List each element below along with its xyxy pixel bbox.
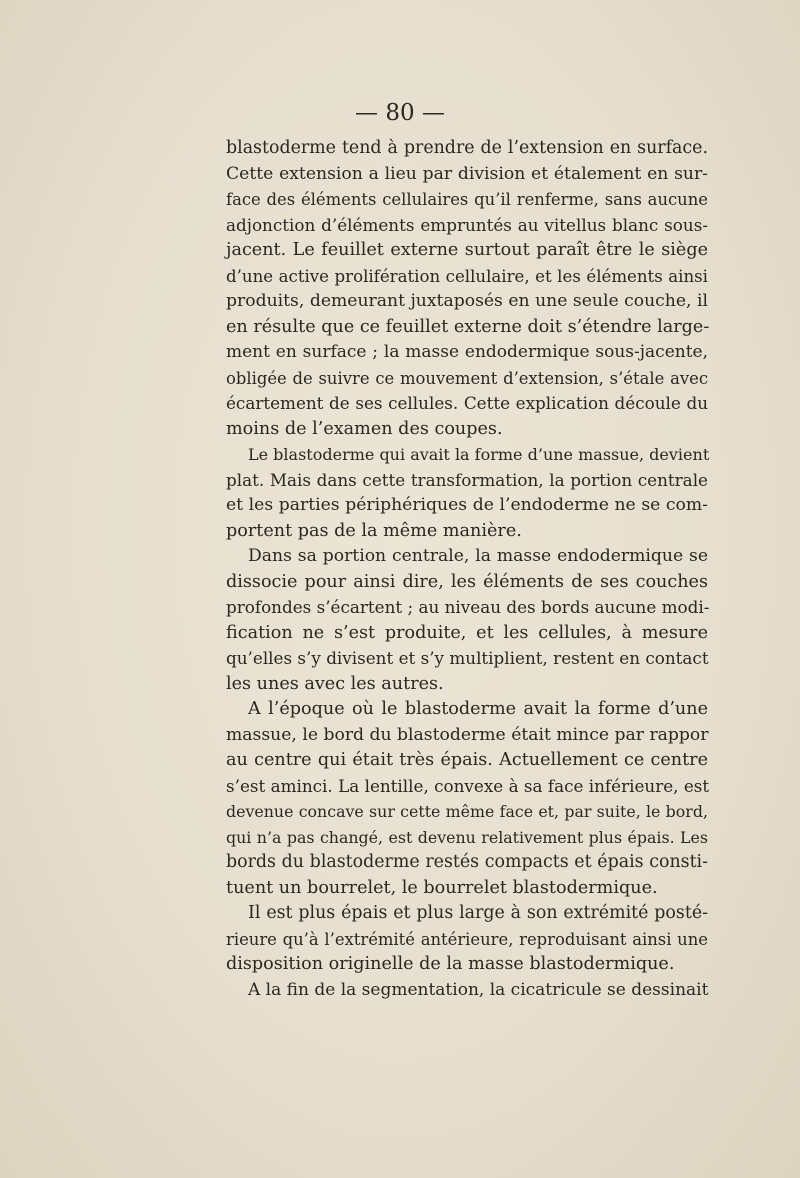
text-line: portent pas de la même manière.	[226, 520, 522, 541]
text-line: adjonction d’éléments empruntés au vitellus blanc sous-	[226, 214, 708, 235]
text-line: s’est aminci. La lentille, convexe à sa face inférieure, est	[226, 775, 710, 796]
text-line: bords du blastoderme restés compacts et épais consti-	[226, 852, 708, 872]
text-line: profondes s’écartent ; au niveau des bords aucune modi-	[226, 597, 710, 617]
text-line: rieure qu’à l’extrémité antérieure, reproduisant ainsi une	[226, 929, 708, 949]
text-line: d’une active prolifération cellulaire, et les éléments ainsi	[226, 266, 708, 286]
text-line: tuent un bourrelet, le bourrelet blastodermique.	[226, 877, 658, 898]
text-line: écartement de ses cellules. Cette explication découle du	[226, 393, 708, 413]
text-line: blastoderme tend à prendre de l’extension en surface.	[226, 138, 708, 158]
text-line: Il est plus épais et plus large à son extrémité posté-	[248, 903, 708, 923]
text-line: moins de l’examen des coupes.	[226, 418, 503, 439]
text-line: et les parties périphériques de l’endoderme ne se com-	[226, 495, 708, 515]
text-line: massue, le bord du blastoderme était mince par rappor	[226, 724, 709, 745]
text-line: A la fin de la segmentation, la cicatricule se dessinait	[248, 979, 709, 1000]
text-line: ment en surface ; la masse endodermique sous-jacente,	[226, 342, 708, 362]
text-line: en résulte que ce feuillet externe doit s’étendre large-	[226, 316, 710, 337]
text-line: A l’époque où le blastoderme avait la forme d’une	[248, 699, 708, 719]
text-line: Le blastoderme qui avait la forme d’une massue, devient	[248, 445, 710, 464]
text-line: au centre qui était très épais. Actuellement ce centre	[226, 750, 708, 770]
text-line: les unes avec les autres.	[226, 673, 444, 694]
text-line: produits, demeurant juxtaposés en une seule couche, il	[226, 291, 708, 311]
text-line: qui n’a pas changé, est devenu relativement plus épais. Les	[226, 827, 708, 847]
text-line: obligée de suivre ce mouvement d’extension, s’étale avec	[226, 368, 708, 388]
text-line: qu’elles s’y divisent et s’y multiplient, restent en contact	[226, 648, 709, 668]
text-line: plat. Mais dans cette transformation, la portion centrale	[226, 469, 708, 490]
text-line: face des éléments cellulaires qu’il renferme, sans aucune	[226, 190, 708, 209]
body-text	[226, 136, 708, 1003]
text-line: dissocie pour ainsi dire, les éléments de ses couches	[226, 571, 708, 592]
text-line: jacent. Le feuillet externe surtout paraît être le siège	[226, 240, 708, 260]
text-line: Cette extension a lieu par division et étalement en sur-	[226, 163, 708, 184]
text-line: fication ne s’est produite, et les cellules, à mesure	[226, 622, 708, 643]
text-line: Dans sa portion centrale, la masse endodermique se	[248, 546, 708, 566]
page-number: — 80 —	[355, 100, 445, 126]
text-line: devenue concave sur cette même face et, par suite, le bord,	[226, 802, 708, 821]
text-line: disposition originelle de la masse blastodermique.	[226, 954, 675, 974]
